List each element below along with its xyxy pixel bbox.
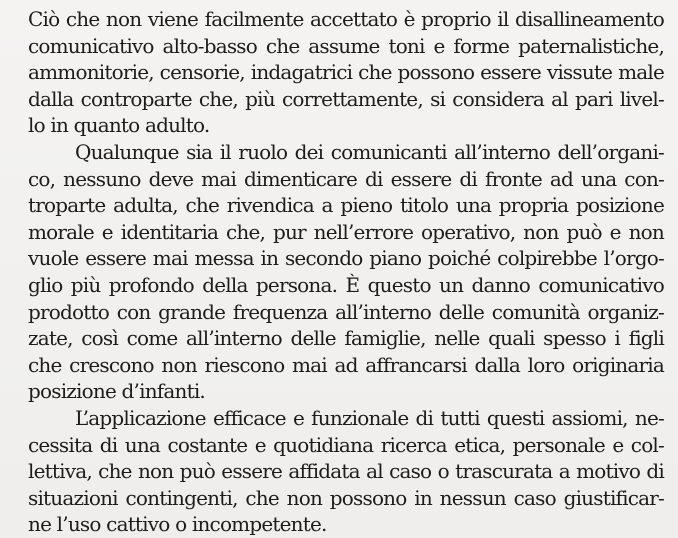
- text-line: co, nessuno deve mai dimenticare di essere di fronte ad una con-: [28, 166, 664, 191]
- text-line: morale e identitaria che, pur nell’errore operativo, non può e non: [28, 219, 664, 244]
- text-line: comunicativo alto-basso che assume toni e forme paternalistiche,: [28, 33, 664, 58]
- text-line: cessita di una costante e quotidiana ricerca etica, personale e col-: [28, 432, 664, 457]
- text-line: troparte adulta, che rivendica a pieno titolo una propria posizione: [28, 193, 664, 218]
- text-line: glio più profondo della persona. È questo un danno comunicativo: [28, 272, 664, 297]
- body-text: [28, 6, 664, 538]
- text-line: lettiva, che non può essere affidata al caso o trascurata a motivo di: [28, 459, 664, 484]
- text-line: zate, così come all’interno delle famiglie, nelle quali spesso i figli: [28, 326, 664, 351]
- text-line: Qualunque sia il ruolo dei comunicanti all’interno dell’organi-: [75, 139, 664, 164]
- text-line: che crescono non riescono mai ad affrancarsi dalla loro originaria: [28, 352, 664, 377]
- text-line: situazioni contingenti, che non possono in nessun caso giustificar-: [28, 485, 664, 510]
- text-line: posizione d’infanti.: [28, 379, 205, 404]
- text-line: prodotto con grande frequenza all’interno delle comunità organiz-: [28, 299, 664, 324]
- text-line: L’applicazione efficace e funzionale di tutti questi assiomi, ne-: [75, 405, 664, 430]
- text-line: ne l’uso cattivo o incompetente.: [28, 512, 327, 537]
- text-line: lo in quanto adulto.: [28, 113, 210, 138]
- text-line: vuole essere mai messa in secondo piano poiché colpirebbe l’orgo-: [28, 246, 664, 271]
- text-line: ammonitorie, censorie, indagatrici che possono essere vissute male: [28, 60, 664, 85]
- text-line: Ciò che non viene facilmente accettato è proprio il disallineamento: [28, 7, 664, 31]
- text-line: dalla controparte che, più correttamente, si considera al pari livel-: [28, 86, 664, 111]
